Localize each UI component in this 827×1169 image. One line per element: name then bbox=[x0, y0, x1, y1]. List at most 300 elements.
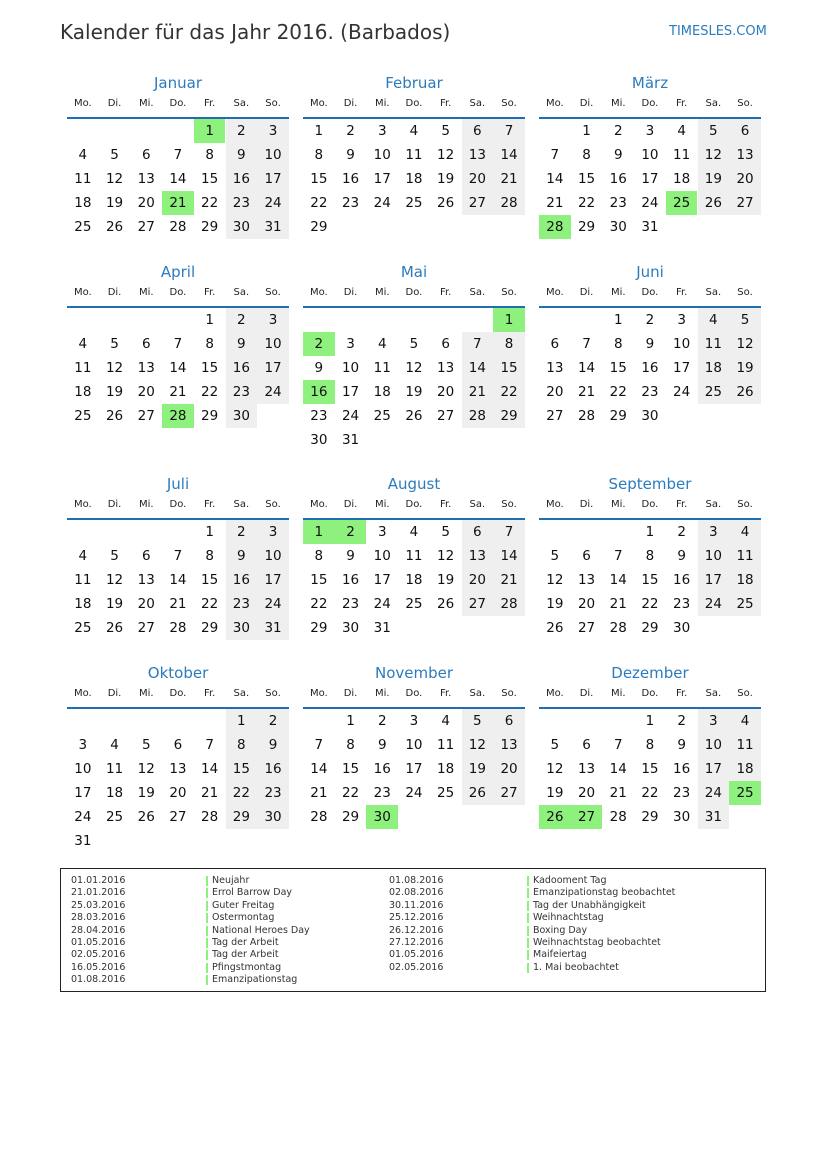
day-cell: 11 bbox=[698, 332, 730, 356]
day-cell: 2 bbox=[613, 123, 623, 139]
weekday-header: So. bbox=[265, 98, 281, 109]
weekday-header: Mo. bbox=[73, 688, 92, 699]
day-cell: 11 bbox=[74, 171, 92, 187]
day-cell: 10 bbox=[257, 332, 289, 356]
weekday-header: Di. bbox=[107, 499, 122, 510]
day-cell: 4 bbox=[110, 737, 119, 753]
day-cell: 20 bbox=[462, 568, 494, 592]
day-cell: 19 bbox=[137, 785, 155, 801]
day-cell: 26 bbox=[546, 620, 564, 636]
day-cell: 29 bbox=[609, 408, 627, 424]
holiday-marker bbox=[206, 938, 208, 948]
weekday-header: Mo. bbox=[309, 98, 328, 109]
day-cell: 18 bbox=[74, 195, 92, 211]
day-cell: 8 bbox=[314, 548, 324, 564]
page-title: Kalender für das Jahr 2016. (Barbados) bbox=[60, 20, 451, 44]
month-name: März bbox=[631, 74, 669, 92]
day-cell: 21 bbox=[609, 596, 627, 612]
day-cell: 12 bbox=[437, 147, 455, 163]
holiday-day-cell: 28 bbox=[539, 215, 571, 239]
weekday-header: Mi. bbox=[138, 98, 154, 109]
day-cell: 30 bbox=[226, 404, 258, 428]
day-cell: 6 bbox=[582, 548, 591, 564]
day-cell: 13 bbox=[437, 360, 455, 376]
day-cell: 7 bbox=[173, 548, 183, 564]
weekday-header: Di. bbox=[107, 688, 122, 699]
day-cell: 28 bbox=[577, 408, 596, 424]
day-cell: 5 bbox=[550, 548, 560, 564]
day-cell: 2 bbox=[677, 524, 686, 540]
day-cell: 4 bbox=[441, 713, 450, 729]
day-cell: 10 bbox=[341, 360, 360, 376]
day-cell: 7 bbox=[582, 336, 591, 352]
day-cell: 7 bbox=[314, 737, 324, 753]
day-cell: 13 bbox=[493, 733, 525, 757]
day-cell: 19 bbox=[405, 384, 423, 400]
weekday-header: Di. bbox=[579, 499, 594, 510]
day-cell: 31 bbox=[341, 432, 360, 448]
day-cell: 14 bbox=[493, 143, 525, 167]
weekday-header: So. bbox=[737, 98, 753, 109]
day-cell: 23 bbox=[310, 408, 328, 424]
day-cell: 3 bbox=[698, 709, 730, 733]
day-cell: 30 bbox=[641, 408, 659, 424]
day-cell: 23 bbox=[226, 380, 258, 404]
day-cell: 15 bbox=[226, 757, 258, 781]
holiday-date: 02.05.2016 bbox=[71, 949, 126, 961]
day-cell: 9 bbox=[226, 143, 258, 167]
day-cell: 18 bbox=[373, 384, 391, 400]
day-cell: 15 bbox=[341, 761, 360, 777]
day-cell: 23 bbox=[226, 191, 258, 215]
weekday-header: Mi. bbox=[610, 688, 626, 699]
brand-link[interactable]: TIMESLES.COM bbox=[669, 24, 767, 39]
day-cell: 18 bbox=[729, 568, 761, 592]
day-cell: 14 bbox=[310, 761, 328, 777]
day-cell: 4 bbox=[729, 709, 761, 733]
holiday-marker bbox=[206, 963, 208, 973]
day-cell: 22 bbox=[609, 384, 627, 400]
day-cell: 1 bbox=[205, 524, 214, 540]
day-cell: 7 bbox=[462, 332, 494, 356]
day-cell: 20 bbox=[577, 596, 596, 612]
day-cell: 8 bbox=[205, 147, 214, 163]
holiday-day-cell: 27 bbox=[571, 805, 603, 829]
weekday-header: Mi. bbox=[374, 98, 390, 109]
holiday-date: 01.05.2016 bbox=[71, 937, 126, 948]
day-cell: 5 bbox=[110, 147, 119, 163]
holiday-marker bbox=[206, 888, 208, 898]
holiday-day-cell: 16 bbox=[303, 380, 335, 404]
weekday-header: Di. bbox=[107, 98, 122, 109]
day-cell: 3 bbox=[78, 737, 88, 753]
day-cell: 28 bbox=[169, 620, 187, 636]
day-cell: 10 bbox=[257, 143, 289, 167]
day-cell: 1 bbox=[346, 713, 355, 729]
day-cell: 4 bbox=[729, 520, 761, 544]
day-cell: 27 bbox=[169, 809, 187, 825]
day-cell: 17 bbox=[405, 761, 423, 777]
day-cell: 9 bbox=[257, 733, 289, 757]
day-cell: 26 bbox=[105, 408, 124, 424]
day-cell: 13 bbox=[137, 572, 155, 588]
day-cell: 25 bbox=[74, 620, 92, 636]
month-name: Januar bbox=[154, 74, 202, 92]
weekday-header: Sa. bbox=[705, 98, 722, 109]
holiday-name: Weihnachtstag bbox=[533, 912, 604, 924]
day-cell: 17 bbox=[257, 356, 289, 380]
holiday-marker bbox=[527, 963, 529, 973]
holiday-day-cell: 2 bbox=[303, 332, 335, 356]
day-cell: 18 bbox=[74, 596, 92, 612]
weekday-header: Fr. bbox=[675, 499, 688, 510]
weekday-header: Mi. bbox=[374, 499, 390, 510]
weekday-header: Mo. bbox=[545, 688, 564, 699]
holiday-marker bbox=[206, 926, 208, 936]
day-cell: 19 bbox=[698, 167, 730, 191]
day-cell: 27 bbox=[729, 191, 761, 215]
day-cell: 13 bbox=[137, 360, 155, 376]
day-cell: 6 bbox=[582, 737, 591, 753]
weekday-header: Di. bbox=[343, 688, 358, 699]
weekday-header: Mo. bbox=[73, 499, 92, 510]
holiday-date: 25.12.2016 bbox=[389, 912, 444, 924]
month-name: August bbox=[387, 475, 441, 493]
day-cell: 8 bbox=[613, 336, 623, 352]
weekday-header: Mi. bbox=[138, 499, 154, 510]
month-name: September bbox=[608, 475, 692, 493]
holiday-date: 26.12.2016 bbox=[389, 924, 444, 936]
holiday-date: 02.05.2016 bbox=[389, 961, 444, 973]
day-cell: 25 bbox=[405, 195, 423, 211]
day-cell: 15 bbox=[641, 572, 659, 588]
day-cell: 17 bbox=[673, 360, 691, 376]
holiday-date: 01.08.2016 bbox=[389, 875, 444, 886]
day-cell: 29 bbox=[201, 620, 219, 636]
day-cell: 29 bbox=[226, 805, 258, 829]
day-cell: 28 bbox=[310, 809, 328, 825]
holiday-name: Guter Freitag bbox=[212, 899, 275, 911]
day-cell: 12 bbox=[437, 548, 455, 564]
day-cell: 16 bbox=[226, 356, 258, 380]
month-divider bbox=[303, 306, 525, 308]
day-cell: 1 bbox=[226, 709, 258, 733]
day-cell: 31 bbox=[698, 805, 730, 829]
day-cell: 29 bbox=[493, 404, 525, 428]
day-cell: 27 bbox=[462, 592, 494, 616]
day-cell: 7 bbox=[205, 737, 214, 753]
holiday-name: Neujahr bbox=[212, 875, 250, 886]
day-cell: 4 bbox=[78, 147, 88, 163]
day-cell: 1 bbox=[314, 123, 324, 139]
day-cell: 24 bbox=[405, 785, 423, 801]
holiday-marker bbox=[527, 901, 529, 911]
weekday-header: Fr. bbox=[439, 287, 452, 298]
day-cell: 30 bbox=[226, 215, 258, 239]
day-cell: 12 bbox=[546, 761, 564, 777]
day-cell: 25 bbox=[74, 219, 92, 235]
day-cell: 17 bbox=[641, 171, 659, 187]
day-cell: 9 bbox=[377, 737, 387, 753]
weekday-header: Do. bbox=[169, 499, 187, 510]
day-cell: 21 bbox=[462, 380, 494, 404]
day-cell: 3 bbox=[377, 123, 387, 139]
day-cell: 25 bbox=[437, 785, 455, 801]
holiday-date: 21.01.2016 bbox=[71, 887, 126, 899]
day-cell: 29 bbox=[310, 620, 328, 636]
day-cell: 9 bbox=[677, 548, 686, 564]
day-cell: 6 bbox=[729, 119, 761, 143]
day-cell: 4 bbox=[698, 308, 730, 332]
weekday-header: Sa. bbox=[705, 287, 722, 298]
weekday-header: Mi. bbox=[374, 287, 390, 298]
day-cell: 28 bbox=[493, 592, 525, 616]
day-cell: 20 bbox=[577, 785, 596, 801]
holiday-name: Tag der Arbeit bbox=[212, 949, 279, 961]
day-cell: 12 bbox=[137, 761, 155, 777]
day-cell: 12 bbox=[105, 572, 124, 588]
day-cell: 11 bbox=[105, 761, 124, 777]
day-cell: 25 bbox=[105, 809, 124, 825]
holiday-day-cell: 1 bbox=[194, 119, 226, 143]
day-cell: 2 bbox=[226, 520, 258, 544]
holiday-date: 16.05.2016 bbox=[71, 961, 126, 973]
holiday-day-cell: 25 bbox=[666, 191, 698, 215]
holiday-day-cell: 30 bbox=[366, 805, 398, 829]
day-cell: 5 bbox=[409, 336, 419, 352]
day-cell: 10 bbox=[698, 544, 730, 568]
day-cell: 17 bbox=[74, 785, 92, 801]
weekday-header: Sa. bbox=[233, 287, 250, 298]
day-cell: 26 bbox=[105, 219, 124, 235]
day-cell: 14 bbox=[169, 171, 187, 187]
day-cell: 27 bbox=[137, 408, 155, 424]
weekday-header: Mi. bbox=[610, 287, 626, 298]
day-cell: 27 bbox=[493, 781, 525, 805]
day-cell: 27 bbox=[137, 219, 155, 235]
day-cell: 30 bbox=[609, 219, 627, 235]
day-cell: 18 bbox=[729, 757, 761, 781]
day-cell: 30 bbox=[310, 432, 328, 448]
day-cell: 19 bbox=[546, 596, 564, 612]
day-cell: 8 bbox=[645, 548, 655, 564]
weekday-header: So. bbox=[737, 499, 753, 510]
day-cell: 17 bbox=[341, 384, 360, 400]
holiday-date: 01.05.2016 bbox=[389, 949, 444, 961]
day-cell: 22 bbox=[641, 596, 659, 612]
weekday-header: Di. bbox=[343, 499, 358, 510]
weekday-header: So. bbox=[501, 688, 517, 699]
day-cell: 5 bbox=[698, 119, 730, 143]
day-cell: 17 bbox=[373, 171, 391, 187]
day-cell: 12 bbox=[105, 171, 124, 187]
day-cell: 11 bbox=[729, 544, 761, 568]
holiday-marker bbox=[527, 913, 529, 923]
day-cell: 15 bbox=[201, 171, 219, 187]
day-cell: 5 bbox=[110, 548, 119, 564]
day-cell: 28 bbox=[493, 191, 525, 215]
day-cell: 17 bbox=[257, 568, 289, 592]
month-name: November bbox=[374, 664, 454, 682]
weekday-header: Mo. bbox=[545, 287, 564, 298]
day-cell: 30 bbox=[673, 809, 691, 825]
day-cell: 14 bbox=[493, 544, 525, 568]
day-cell: 12 bbox=[405, 360, 423, 376]
day-cell: 6 bbox=[493, 709, 525, 733]
day-cell: 17 bbox=[373, 572, 391, 588]
day-cell: 24 bbox=[257, 592, 289, 616]
holiday-name: Emanzipationstag bbox=[212, 974, 298, 986]
day-cell: 5 bbox=[141, 737, 151, 753]
day-cell: 18 bbox=[673, 171, 691, 187]
weekday-header: Fr. bbox=[675, 688, 688, 699]
weekday-header: Do. bbox=[169, 287, 187, 298]
weekday-header: Fr. bbox=[203, 688, 216, 699]
day-cell: 16 bbox=[673, 761, 691, 777]
holiday-day-cell: 1 bbox=[493, 308, 525, 332]
day-cell: 6 bbox=[141, 147, 151, 163]
weekday-header: Mi. bbox=[138, 688, 154, 699]
day-cell: 20 bbox=[137, 596, 155, 612]
weekday-header: Fr. bbox=[203, 98, 216, 109]
weekday-header: Mi. bbox=[610, 98, 626, 109]
day-cell: 23 bbox=[341, 596, 360, 612]
day-cell: 20 bbox=[437, 384, 455, 400]
day-cell: 27 bbox=[137, 620, 155, 636]
holiday-name: National Heroes Day bbox=[212, 924, 310, 936]
day-cell: 1 bbox=[645, 713, 655, 729]
day-cell: 3 bbox=[346, 336, 355, 352]
day-cell: 3 bbox=[257, 520, 289, 544]
day-cell: 11 bbox=[74, 360, 92, 376]
day-cell: 25 bbox=[729, 592, 761, 616]
weekday-header: Di. bbox=[579, 98, 594, 109]
day-cell: 28 bbox=[462, 404, 494, 428]
day-cell: 28 bbox=[169, 219, 187, 235]
day-cell: 2 bbox=[346, 123, 355, 139]
day-cell: 14 bbox=[462, 356, 494, 380]
holiday-marker bbox=[527, 888, 529, 898]
holiday-marker bbox=[206, 901, 208, 911]
day-cell: 20 bbox=[169, 785, 187, 801]
holiday-marker bbox=[206, 950, 208, 960]
day-cell: 19 bbox=[437, 572, 455, 588]
weekday-header: Mo. bbox=[73, 287, 92, 298]
day-cell: 10 bbox=[373, 147, 391, 163]
day-cell: 22 bbox=[201, 195, 219, 211]
weekday-header: So. bbox=[737, 688, 753, 699]
holiday-day-cell: 2 bbox=[335, 520, 367, 544]
weekday-header: Mi. bbox=[374, 688, 390, 699]
day-cell: 5 bbox=[550, 737, 560, 753]
day-cell: 2 bbox=[645, 312, 655, 328]
day-cell: 20 bbox=[137, 195, 155, 211]
day-cell: 6 bbox=[550, 336, 560, 352]
day-cell: 12 bbox=[462, 733, 494, 757]
day-cell: 11 bbox=[729, 733, 761, 757]
day-cell: 5 bbox=[729, 308, 761, 332]
weekday-header: Di. bbox=[107, 287, 122, 298]
day-cell: 29 bbox=[201, 408, 219, 424]
day-cell: 6 bbox=[462, 119, 494, 143]
day-cell: 7 bbox=[493, 520, 525, 544]
weekday-header: Do. bbox=[641, 287, 659, 298]
weekday-header: So. bbox=[265, 287, 281, 298]
weekday-header: Fr. bbox=[439, 98, 452, 109]
day-cell: 9 bbox=[613, 147, 623, 163]
weekday-header: Sa. bbox=[705, 499, 722, 510]
day-cell: 27 bbox=[462, 191, 494, 215]
weekday-header: So. bbox=[737, 287, 753, 298]
day-cell: 11 bbox=[405, 147, 423, 163]
day-cell: 21 bbox=[493, 568, 525, 592]
day-cell: 24 bbox=[673, 384, 691, 400]
day-cell: 26 bbox=[698, 191, 730, 215]
weekday-header: Mo. bbox=[73, 98, 92, 109]
day-cell: 3 bbox=[698, 520, 730, 544]
weekday-header: Fr. bbox=[203, 287, 216, 298]
day-cell: 30 bbox=[226, 616, 258, 640]
day-cell: 7 bbox=[173, 336, 183, 352]
day-cell: 29 bbox=[310, 219, 328, 235]
day-cell: 15 bbox=[201, 360, 219, 376]
day-cell: 29 bbox=[641, 620, 659, 636]
month-name: Dezember bbox=[611, 664, 689, 682]
holiday-name: Errol Barrow Day bbox=[212, 887, 293, 899]
day-cell: 3 bbox=[257, 308, 289, 332]
day-cell: 10 bbox=[641, 147, 659, 163]
day-cell: 20 bbox=[546, 384, 564, 400]
day-cell: 23 bbox=[673, 785, 691, 801]
day-cell: 25 bbox=[373, 408, 391, 424]
day-cell: 3 bbox=[257, 119, 289, 143]
day-cell: 11 bbox=[405, 548, 423, 564]
weekday-header: Fr. bbox=[675, 287, 688, 298]
weekday-header: Mo. bbox=[309, 688, 328, 699]
day-cell: 21 bbox=[310, 785, 328, 801]
day-cell: 31 bbox=[641, 219, 659, 235]
holiday-name: Kadooment Tag bbox=[533, 875, 607, 886]
day-cell: 5 bbox=[441, 123, 450, 139]
holiday-marker bbox=[527, 950, 529, 960]
day-cell: 20 bbox=[729, 167, 761, 191]
holiday-name: Tag der Arbeit bbox=[212, 937, 279, 948]
day-cell: 4 bbox=[409, 524, 419, 540]
day-cell: 6 bbox=[441, 336, 450, 352]
day-cell: 27 bbox=[577, 620, 596, 636]
weekday-header: Mi. bbox=[610, 499, 626, 510]
weekday-header: Mi. bbox=[138, 287, 154, 298]
weekday-header: Fr. bbox=[439, 688, 452, 699]
day-cell: 12 bbox=[729, 332, 761, 356]
day-cell: 10 bbox=[74, 761, 92, 777]
day-cell: 6 bbox=[141, 548, 151, 564]
day-cell: 11 bbox=[673, 147, 691, 163]
day-cell: 5 bbox=[441, 524, 450, 540]
day-cell: 26 bbox=[437, 596, 455, 612]
holiday-name: Emanzipationstag beobachtet bbox=[533, 887, 676, 899]
day-cell: 21 bbox=[169, 596, 187, 612]
weekday-header: Di. bbox=[343, 287, 358, 298]
day-cell: 8 bbox=[205, 336, 214, 352]
holiday-name: 1. Mai beobachtet bbox=[533, 961, 619, 973]
day-cell: 13 bbox=[137, 171, 155, 187]
day-cell: 24 bbox=[341, 408, 360, 424]
day-cell: 9 bbox=[346, 548, 355, 564]
day-cell: 24 bbox=[698, 592, 730, 616]
day-cell: 8 bbox=[582, 147, 591, 163]
day-cell: 13 bbox=[577, 761, 596, 777]
